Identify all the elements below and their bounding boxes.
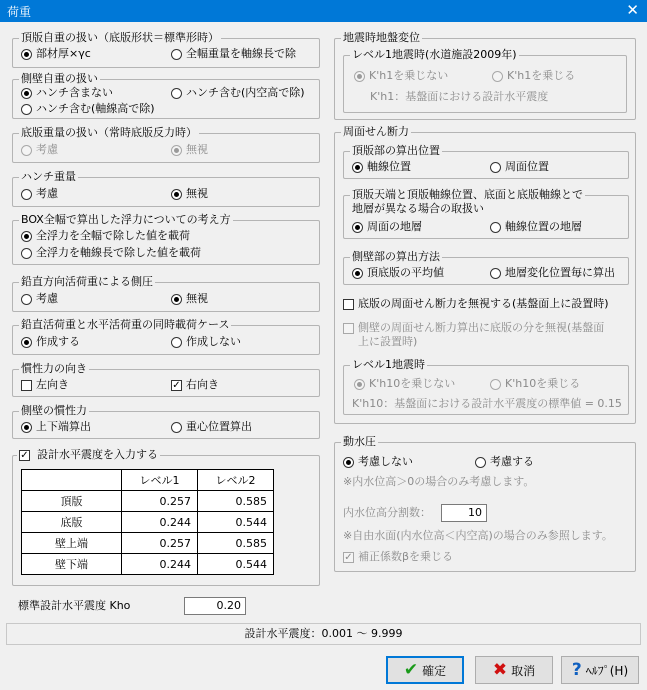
radio-label: 全幅重量を軸線長で除	[186, 47, 296, 60]
radio-indicator	[343, 457, 354, 468]
radio-indicator	[490, 222, 501, 233]
radio-indicator	[21, 248, 32, 259]
radio-top-bottom[interactable]	[21, 420, 91, 434]
kh-cell[interactable]: 0.244	[122, 512, 198, 533]
column-header: レベル2	[198, 470, 274, 491]
radio-indicator	[352, 222, 363, 233]
radio-vertical-ignore[interactable]	[171, 292, 208, 306]
status-bar: 設計水平震度：0.001 ～ 9.999	[6, 623, 641, 645]
kh-cell[interactable]: 0.257	[122, 491, 198, 512]
column-header: レベル1	[122, 470, 198, 491]
radio-haunch-ignore[interactable]	[171, 187, 208, 201]
radio-indicator	[490, 268, 501, 279]
group-title: 側壁自重の扱い	[21, 72, 98, 85]
radio-indicator	[352, 162, 363, 173]
radio-label: 無視	[186, 187, 208, 200]
group-title: レベル1地震時	[352, 358, 425, 371]
hydro-note-1: ※内水位高＞0の場合のみ考慮します。	[343, 475, 535, 488]
radio-indicator	[171, 337, 182, 348]
radio-indicator	[475, 457, 486, 468]
radio-indicator	[171, 88, 182, 99]
radio-indicator	[21, 189, 32, 200]
radio-axis-layer[interactable]	[490, 220, 582, 234]
group-title: 地震時地盤変位	[343, 31, 420, 44]
group-side-wall-weight	[12, 72, 320, 119]
radio-label: ハンチ含まない	[36, 86, 113, 99]
radio-not-create[interactable]	[171, 335, 241, 349]
checkbox-box	[343, 323, 354, 334]
radio-indicator	[21, 294, 32, 305]
group-title: BOX全幅で算出した浮力についての考え方	[21, 213, 231, 226]
radio-indicator	[171, 145, 182, 156]
checkbox-label: 底版の周面せん断力を無視する(基盤面上に設置時)	[358, 297, 609, 310]
group-vertical-live-load	[12, 275, 320, 312]
group-level1-ground	[343, 48, 627, 113]
checkbox-box	[343, 299, 354, 310]
table-row	[22, 512, 274, 533]
kh-cell[interactable]: 0.544	[198, 512, 274, 533]
design-kh-table	[21, 469, 274, 575]
radio-hydro-not-consider[interactable]	[343, 455, 413, 469]
group-title	[350, 188, 585, 216]
checkbox-label: 補正係数βを乗じる	[358, 550, 454, 563]
radio-label: 考慮	[36, 292, 58, 305]
group-top-calc-position	[343, 144, 629, 179]
ok-button[interactable]	[386, 656, 464, 684]
radio-haunch-axis-height[interactable]	[21, 102, 155, 116]
checkbox-right[interactable]	[171, 378, 219, 392]
radio-bottom-consider	[21, 143, 58, 157]
help-button[interactable]	[561, 656, 639, 684]
group-title: 鉛直活荷重と水平活荷重の同時載荷ケース	[21, 318, 230, 331]
group-title: 頂版部の算出位置	[352, 144, 440, 157]
radio-buoyancy-axis-length[interactable]	[21, 246, 201, 260]
group-side-wall-inertia	[12, 404, 320, 439]
table-row	[22, 533, 274, 554]
radio-label: 考慮しない	[358, 455, 413, 468]
group-title: 慣性力の向き	[21, 362, 87, 375]
group-title: ハンチ重量	[21, 170, 76, 183]
row-header: 頂版	[22, 491, 122, 512]
radio-label: 無視	[186, 143, 208, 156]
row-header: 底版	[22, 512, 122, 533]
group-title[interactable]	[17, 448, 160, 462]
checkbox-ignore-side-shear	[343, 321, 604, 349]
radio-peripheral-position[interactable]	[490, 160, 549, 174]
radio-label: 全浮力を全幅で除した値を載荷	[36, 229, 190, 242]
group-title: 頂版自重の扱い（底版形状＝標準形時）	[21, 31, 219, 44]
group-hydrodynamic	[334, 435, 636, 572]
division-input[interactable]: 10	[441, 504, 487, 522]
radio-kh10-not-multiply	[354, 377, 455, 391]
kh1-note: K'h1：基盤面における設計水平震度	[370, 90, 549, 103]
checkbox-correction	[343, 550, 453, 564]
division-label: 内水位高分割数：	[343, 506, 431, 519]
button-label: ﾍﾙﾌﾟ(H)	[585, 663, 629, 678]
radio-label: 重心位置算出	[186, 420, 252, 433]
radio-kh1-not-multiply	[354, 69, 448, 83]
table-row	[22, 554, 274, 575]
kh-cell[interactable]: 0.544	[198, 554, 274, 575]
label-line: 側壁の周面せん断力算出に底版の分を無視(基盤面	[358, 321, 605, 334]
title-line: 地層が異なる場合の取扱い	[352, 202, 484, 215]
group-ground-layer	[343, 188, 629, 239]
checkbox-label	[358, 321, 604, 349]
row-header: 壁上端	[22, 533, 122, 554]
label-line: 上に設置時)	[358, 335, 418, 348]
radio-label: 地層変化位置毎に算出	[505, 266, 615, 279]
radio-label: 軸線位置	[367, 160, 411, 173]
radio-indicator	[354, 379, 365, 390]
radio-indicator	[21, 145, 32, 156]
title-line: 頂版天端と頂版軸線位置、底面と底版軸線とで	[352, 188, 583, 201]
radio-label: 周面の地層	[367, 220, 422, 233]
kh10-note: K'h10：基盤面における設計水平震度の標準値 = 0.15	[352, 397, 622, 410]
radio-indicator	[490, 162, 501, 173]
table-row	[22, 491, 274, 512]
radio-indicator	[490, 379, 501, 390]
group-title: 底版重量の扱い（常時底版反力時）	[21, 126, 197, 139]
radio-create[interactable]	[21, 335, 80, 349]
radio-haunch-inner-height[interactable]	[171, 86, 305, 100]
radio-indicator	[171, 422, 182, 433]
radio-full-width-weight[interactable]	[171, 47, 296, 61]
kh-cell[interactable]: 0.585	[198, 491, 274, 512]
group-peripheral-shear	[334, 125, 636, 424]
group-title: 側壁部の算出方法	[352, 250, 440, 263]
radio-label: K'h1を乗じる	[507, 69, 576, 82]
cancel-button[interactable]	[475, 656, 553, 684]
radio-label: 頂底版の平均値	[367, 266, 444, 279]
cancel-icon: ✖	[492, 659, 508, 680]
table-header-row	[22, 470, 274, 491]
group-side-calc-method	[343, 250, 629, 285]
check-icon: ✓	[172, 379, 181, 391]
button-label: 確定	[422, 663, 447, 678]
radio-indicator	[21, 104, 32, 115]
kh-cell[interactable]: 0.257	[122, 533, 198, 554]
radio-average[interactable]	[352, 266, 444, 280]
radio-label: ハンチ含む(軸線高で除)	[36, 102, 155, 115]
group-haunch-weight	[12, 170, 320, 207]
radio-indicator	[21, 49, 32, 60]
checkbox-label: 設計水平震度を入力する	[37, 448, 158, 461]
radio-indicator	[21, 422, 32, 433]
radio-label: ハンチ含む(内空高で除)	[186, 86, 305, 99]
radio-label: 周面位置	[505, 160, 549, 173]
radio-label: 考慮	[36, 143, 58, 156]
checkbox-label: 左向き	[36, 378, 69, 391]
radio-label: K'h1を乗じない	[369, 69, 449, 82]
close-icon[interactable]: ✕	[626, 1, 639, 19]
row-header: 壁下端	[22, 554, 122, 575]
group-title: 周面せん断力	[343, 125, 409, 138]
group-title: 動水圧	[343, 435, 376, 448]
group-seismic-ground	[334, 31, 636, 120]
kh-cell[interactable]: 0.244	[122, 554, 198, 575]
standard-kh-label: 標準設計水平震度 Kho	[18, 599, 131, 612]
radio-label: K'h10を乗じない	[369, 377, 456, 390]
group-simultaneous-load	[12, 318, 320, 355]
radio-indicator	[352, 268, 363, 279]
radio-indicator	[171, 189, 182, 200]
radio-hydro-consider[interactable]	[475, 455, 534, 469]
radio-kh1-multiply	[492, 69, 575, 83]
radio-peripheral-layer[interactable]	[352, 220, 422, 234]
checkbox-box	[21, 380, 32, 391]
title-bar	[0, 0, 647, 22]
radio-label: 作成する	[36, 335, 80, 348]
radio-vertical-consider[interactable]	[21, 292, 58, 306]
radio-label: K'h10を乗じる	[505, 377, 581, 390]
group-title: レベル1地震時(水道施設2009年)	[352, 48, 517, 61]
group-inertia-direction	[12, 362, 320, 397]
radio-axis-position[interactable]	[352, 160, 411, 174]
checkbox-ignore-bottom-shear[interactable]	[343, 297, 609, 311]
radio-no-haunch[interactable]	[21, 86, 113, 100]
radio-label: 作成しない	[186, 335, 241, 348]
radio-indicator	[171, 294, 182, 305]
group-title: 側壁の慣性力	[21, 404, 87, 417]
radio-label: 無視	[186, 292, 208, 305]
radio-member-thickness[interactable]	[21, 47, 91, 61]
group-bottom-slab-weight	[12, 126, 320, 163]
radio-center-gravity[interactable]	[171, 420, 252, 434]
radio-buoyancy-full-width[interactable]	[21, 229, 190, 243]
hydro-note-2: ※自由水面(内水位高＜内空高)の場合のみ参照します。	[343, 529, 613, 542]
radio-indicator	[354, 71, 365, 82]
window-title: 荷重	[7, 5, 32, 19]
radio-kh10-multiply	[490, 377, 580, 391]
radio-label: 部材厚×γc	[36, 47, 91, 60]
group-design-kh	[12, 448, 320, 586]
radio-indicator	[21, 88, 32, 99]
radio-per-layer[interactable]	[490, 266, 615, 280]
group-title: 鉛直方向活荷重による側圧	[21, 275, 153, 288]
button-label: 取消	[511, 663, 536, 678]
standard-kh-input[interactable]: 0.20	[184, 597, 246, 615]
radio-bottom-ignore	[171, 143, 208, 157]
check-icon[interactable]: ✓	[20, 449, 29, 461]
checkbox-label: 右向き	[186, 378, 219, 391]
radio-label: 上下端算出	[36, 420, 91, 433]
checkbox-left[interactable]	[21, 378, 69, 392]
radio-indicator	[171, 49, 182, 60]
radio-label: 考慮	[36, 187, 58, 200]
table-corner	[22, 470, 122, 491]
radio-indicator	[21, 231, 32, 242]
radio-label: 考慮する	[490, 455, 534, 468]
radio-indicator	[21, 337, 32, 348]
check-icon: ✔	[403, 659, 419, 680]
radio-label: 全浮力を軸線長で除した値を載荷	[36, 246, 201, 259]
radio-haunch-consider[interactable]	[21, 187, 58, 201]
group-buoyancy	[12, 213, 320, 265]
kh-cell[interactable]: 0.585	[198, 533, 274, 554]
check-icon: ✓	[344, 551, 353, 563]
radio-label: 軸線位置の地層	[505, 220, 582, 233]
help-icon: ?	[571, 659, 582, 680]
group-level1-shear	[343, 358, 629, 415]
group-top-slab-weight	[12, 31, 320, 68]
radio-indicator	[492, 71, 503, 82]
